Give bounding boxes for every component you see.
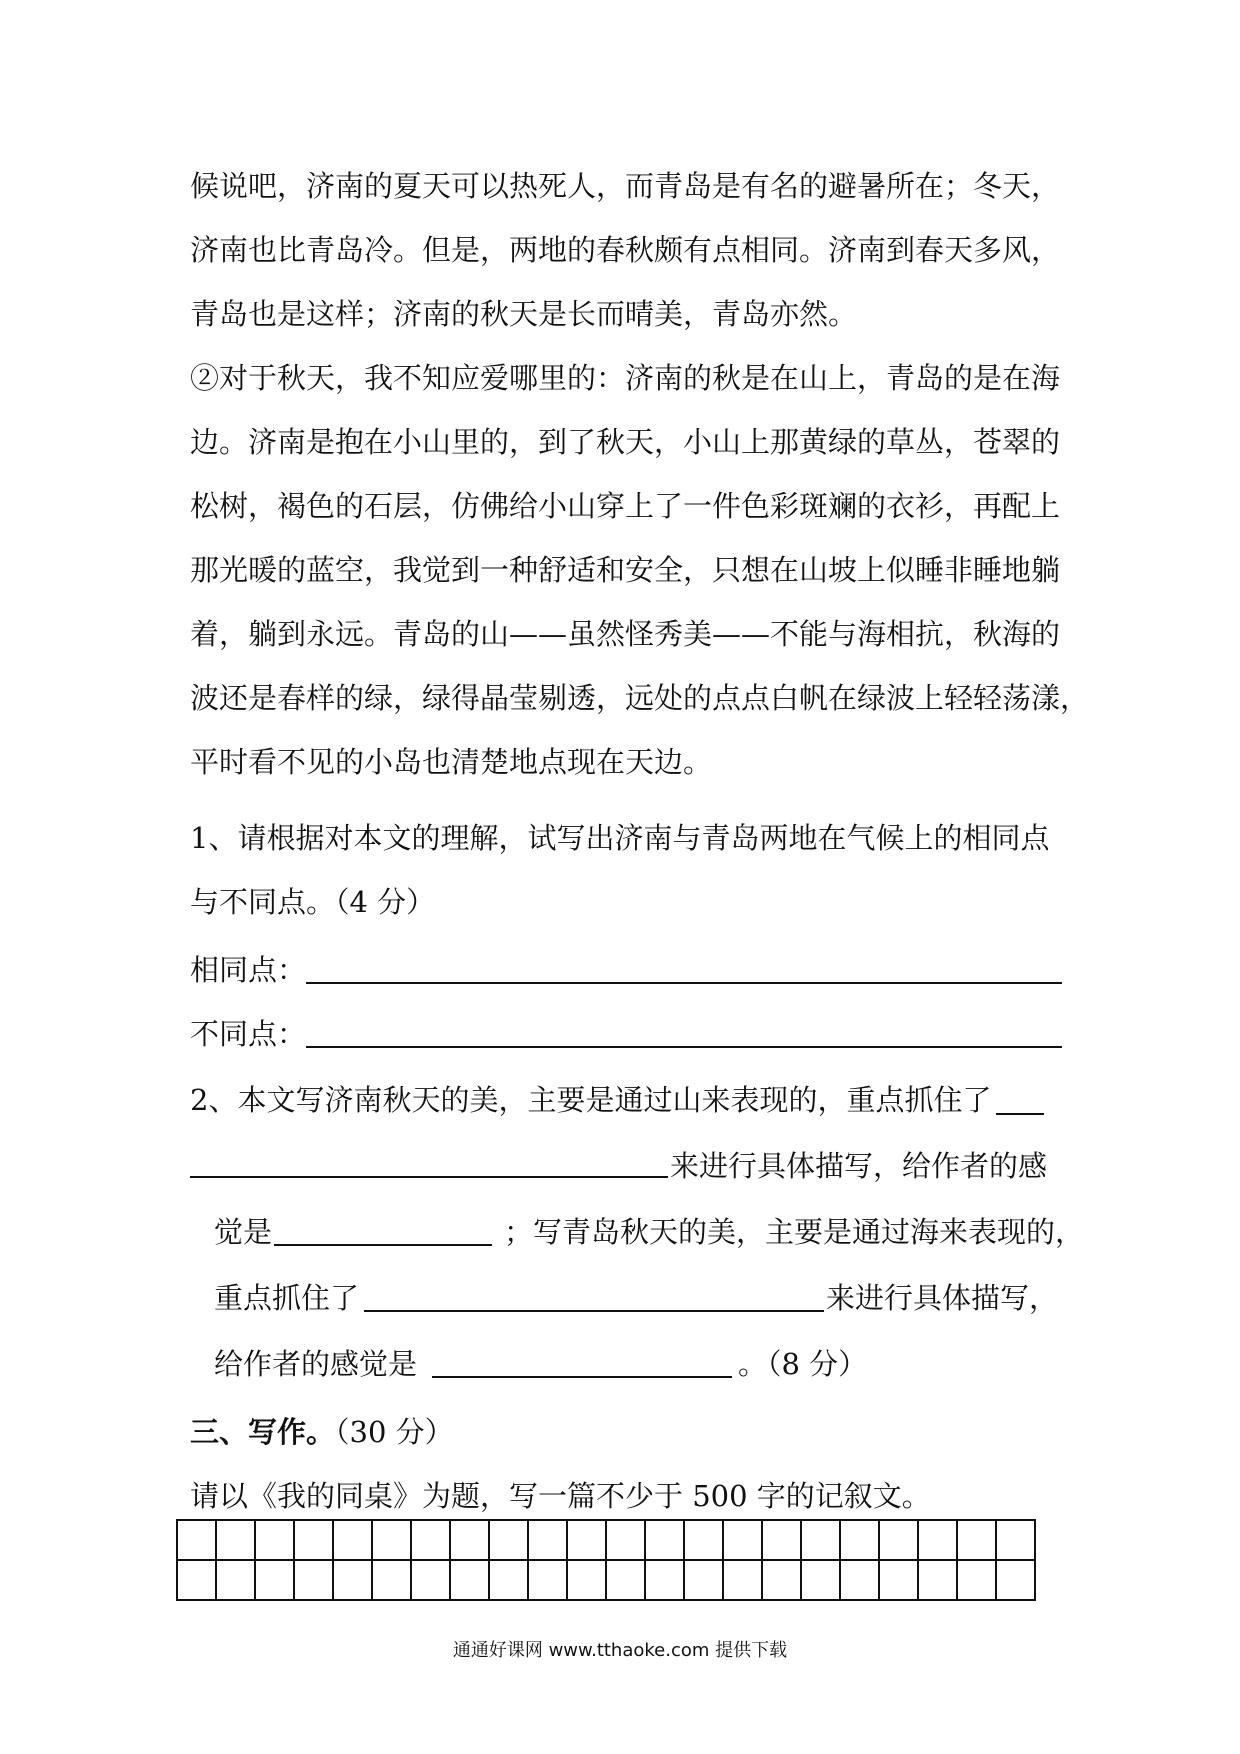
q2-line-3-tail: ；写青岛秋天的美，主要是通过海来表现的，	[504, 1215, 1085, 1249]
grid-cell[interactable]	[684, 1560, 723, 1600]
grid-cell[interactable]	[567, 1560, 606, 1600]
grid-cell[interactable]	[801, 1560, 840, 1600]
grid-cell[interactable]	[918, 1520, 957, 1560]
grid-cell[interactable]	[333, 1560, 372, 1600]
grid-cell[interactable]	[450, 1560, 489, 1600]
grid-cell[interactable]	[645, 1520, 684, 1560]
grid-cell[interactable]	[411, 1560, 450, 1600]
grid-cell[interactable]	[489, 1560, 528, 1600]
grid-cell[interactable]	[840, 1560, 879, 1600]
passage-line-7: 那光暖的蓝空，我觉到一种舒适和安全，只想在山坡上似睡非睡地躺	[190, 553, 1061, 587]
passage-line-9: 波还是春样的绿，绿得晶莹剔透，远处的点点白帆在绿波上轻轻荡漾，	[190, 681, 1090, 715]
grid-cell[interactable]	[606, 1560, 645, 1600]
grid-cell[interactable]	[840, 1520, 879, 1560]
section3-heading: 三、写作。	[190, 1415, 336, 1449]
grid-cell[interactable]	[294, 1560, 333, 1600]
q2-blank-1a[interactable]	[996, 1113, 1044, 1115]
grid-cell[interactable]	[957, 1520, 996, 1560]
q2-blank-4[interactable]	[432, 1376, 732, 1378]
grid-row	[177, 1560, 1035, 1600]
passage-line-6: 松树，褐色的石层，仿佛给小山穿上了一件色彩斑斓的衣衫，再配上	[190, 489, 1061, 523]
section3-prompt: 请以《我的同桌》为题，写一篇不少于 500 字的记叙文。	[190, 1479, 931, 1513]
q1-line-2: 与不同点。（4 分）	[190, 885, 436, 919]
q1-line-1: 1、请根据对本文的理解，试写出济南与青岛两地在气候上的相同点	[190, 821, 1050, 855]
page-footer: 通通好课网 www.tthaoke.com 提供下载	[452, 1640, 788, 1661]
q2-line-2-tail: 来进行具体描写，给作者的感	[670, 1149, 1048, 1183]
grid-cell[interactable]	[372, 1520, 411, 1560]
grid-cell[interactable]	[918, 1560, 957, 1600]
q1-diff-answer-blank[interactable]	[306, 1046, 1062, 1048]
grid-cell[interactable]	[879, 1520, 918, 1560]
grid-cell[interactable]	[255, 1560, 294, 1600]
grid-cell[interactable]	[489, 1520, 528, 1560]
grid-cell[interactable]	[762, 1520, 801, 1560]
q1-same-answer-blank[interactable]	[306, 982, 1062, 984]
grid-cell[interactable]	[411, 1520, 450, 1560]
grid-cell[interactable]	[645, 1560, 684, 1600]
q2-blank-2[interactable]	[274, 1244, 492, 1246]
grid-cell[interactable]	[801, 1520, 840, 1560]
grid-cell[interactable]	[216, 1520, 255, 1560]
grid-cell[interactable]	[567, 1520, 606, 1560]
passage-line-3: 青岛也是这样；济南的秋天是长而晴美，青岛亦然。	[190, 297, 858, 331]
q2-line-5-tail: 。（8 分）	[738, 1347, 868, 1381]
q1-diff-label: 不同点：	[190, 1017, 307, 1051]
grid-cell[interactable]	[879, 1560, 918, 1600]
grid-cell[interactable]	[684, 1520, 723, 1560]
q2-line-4-head: 重点抓住了	[214, 1281, 360, 1315]
grid-cell[interactable]	[450, 1520, 489, 1560]
grid-cell[interactable]	[216, 1560, 255, 1600]
grid-cell[interactable]	[996, 1520, 1035, 1560]
passage-line-1: 候说吧，济南的夏天可以热死人，而青岛是有名的避暑所在；冬天，	[190, 169, 1061, 203]
grid-cell[interactable]	[177, 1520, 216, 1560]
grid-cell[interactable]	[372, 1560, 411, 1600]
q2-blank-1b[interactable]	[190, 1176, 668, 1178]
grid-cell[interactable]	[723, 1520, 762, 1560]
section3-score: （30 分）	[335, 1415, 454, 1449]
q2-line-1: 2、本文写济南秋天的美，主要是通过山来表现的，重点抓住了	[190, 1083, 992, 1117]
section3-heading-line	[190, 1412, 454, 1452]
passage-line-2: 济南也比青岛冷。但是，两地的春秋颇有点相同。济南到春天多风，	[190, 233, 1061, 267]
grid-cell[interactable]	[333, 1520, 372, 1560]
q1-same-label: 相同点：	[190, 953, 307, 987]
passage-line-5: 边。济南是抱在小山里的，到了秋天，小山上那黄绿的草丛，苍翠的	[190, 425, 1061, 459]
grid-cell[interactable]	[996, 1560, 1035, 1600]
writing-grid[interactable]	[176, 1519, 1036, 1601]
grid-cell[interactable]	[177, 1560, 216, 1600]
q2-blank-3[interactable]	[364, 1310, 824, 1312]
grid-cell[interactable]	[957, 1560, 996, 1600]
grid-cell[interactable]	[762, 1560, 801, 1600]
grid-cell[interactable]	[723, 1560, 762, 1600]
q2-line-5-head: 给作者的感觉是	[214, 1347, 418, 1381]
grid-cell[interactable]	[294, 1520, 333, 1560]
passage-line-4: ②对于秋天，我不知应爱哪里的：济南的秋是在山上，青岛的是在海	[190, 361, 1061, 395]
q2-line-4-tail: 来进行具体描写，	[826, 1281, 1059, 1315]
grid-cell[interactable]	[528, 1560, 567, 1600]
grid-cell[interactable]	[606, 1520, 645, 1560]
grid-row	[177, 1520, 1035, 1560]
q2-line-3-head: 觉是	[214, 1215, 273, 1249]
grid-cell[interactable]	[528, 1520, 567, 1560]
passage-line-8: 着，躺到永远。青岛的山——虽然怪秀美——不能与海相抗，秋海的	[190, 617, 1061, 651]
grid-cell[interactable]	[255, 1520, 294, 1560]
passage-line-10: 平时看不见的小岛也清楚地点现在天边。	[190, 745, 713, 779]
